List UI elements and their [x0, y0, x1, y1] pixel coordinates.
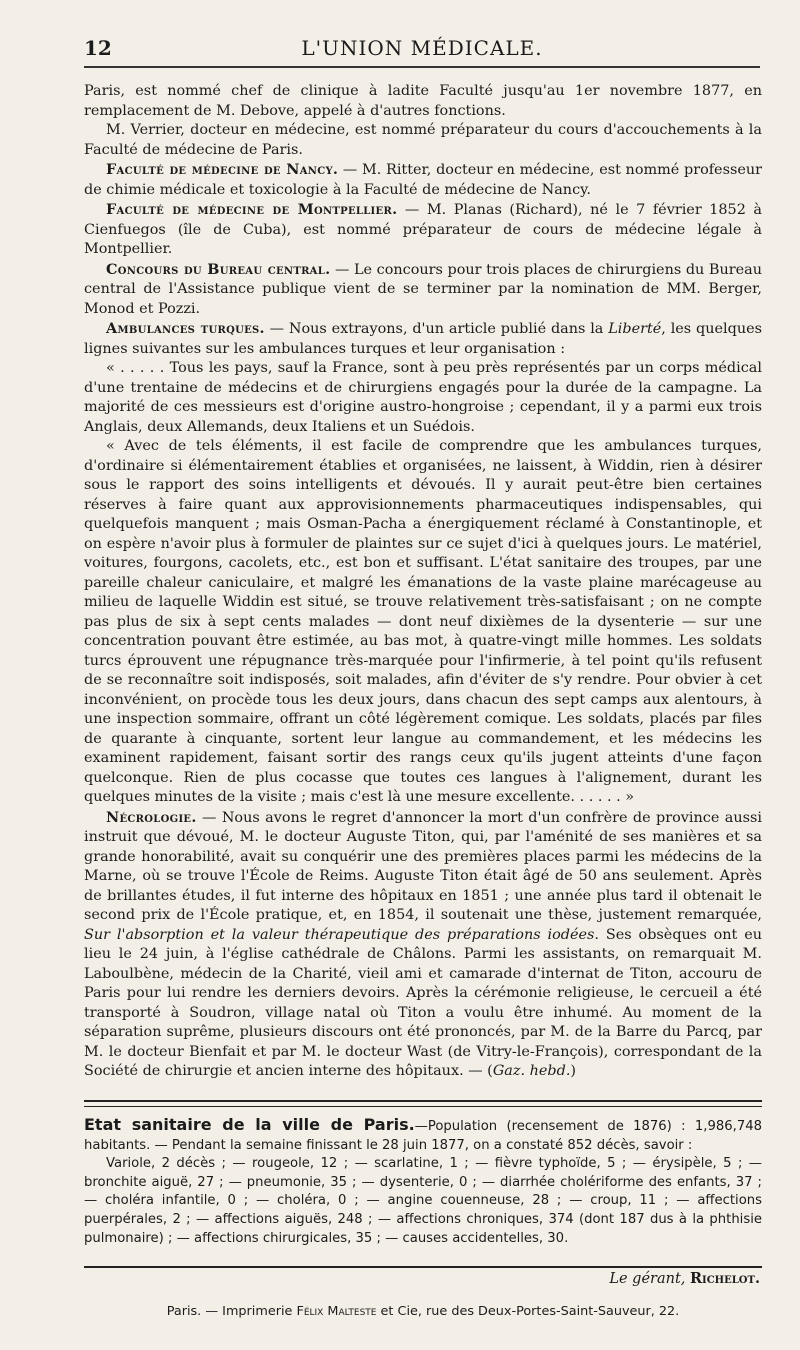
paragraph-montpellier [84, 200, 762, 260]
paragraph-necrologie [84, 808, 762, 1082]
sanitary-intro [84, 1116, 762, 1155]
paragraph-necrologie-body-a: — Nous avons le regret d'annoncer la mort d'un confrère de province aussi instruit que dévoué, M. le docteur Auguste Titon, qui, par l'aménité de ses manières et sa grande honorabilité, avait su conquérir une des premières places parmi les médecins de la Marne, où se trouve l'École de Reims. Auguste Titon était âgé de 50 ans seulement. Après de brillantes études, il fut interne des hôpitaux en 1851 ; une année plus tard il obtenait le second prix de l'École pratique, et, en 1854, il soutenait une thèse, justement remarquée, [84, 809, 762, 923]
section-head-ambulances: Ambulances turques. [106, 320, 265, 337]
imprint-printer-name: Félix Malteste [296, 1304, 377, 1319]
gerant-signature [609, 1270, 760, 1287]
running-title: L'UNION MÉDICALE. [301, 36, 543, 60]
section-head-necrologie: Nécrologie. [106, 808, 197, 826]
imprint-prefix: Paris. — Imprimerie [166, 1304, 297, 1319]
gerant-label: Le gérant, [609, 1271, 686, 1287]
paragraph-concours [84, 260, 762, 320]
paragraph-concours-body: — Le concours pour trois places de chirurgiens du Bureau central de l'Assistance publique vient de se terminer par la nomination de MM. Berger, Monod et Pozzi. [84, 261, 762, 317]
paragraph-montpellier-body: — M. Planas (Richard), né le 7 février 1852 à Cienfuegos (île de Cuba), est nommé préparateur de cours de médecine légale à Montpellier. [84, 202, 762, 257]
paragraph-verrier: M. Verrier, docteur en médecine, est nommé préparateur du cours d'accouchements à la Faculté de médecine de Paris. [84, 122, 762, 158]
paragraph-clinique: Paris, est nommé chef de clinique à ladite Faculté jusqu'au 1er novembre 1877, en remplacement de M. Debove, appelé à d'autres fonctions. [84, 83, 762, 119]
paragraph-nancy-body: — M. Ritter, docteur en médecine, est nommé professeur de chimie médicale et toxicologie à la Faculté de médecine de Nancy. [84, 162, 763, 198]
page-header [84, 36, 760, 68]
printer-imprint [84, 1304, 762, 1319]
paragraph-ambulances-body-a: — Nous extrayons, d'un article publié dans la [264, 321, 609, 337]
page-number: 12 [84, 36, 112, 60]
section-divider [84, 1100, 762, 1107]
paragraph-quote-2: « Avec de tels éléments, il est facile de comprendre que les ambulances turques, d'ordinaire si élémentairement établies et organisées, ne laissent, à Widdin, rien à désirer sous le rapport des soins intelligents et dévoués. Il y aurait peut-être bien certaines réserves à faire quant aux approvisionnements pharmaceutiques indispensables, qui quelquefois manquent ; mais Osman-Pacha a énergiquement réclamé à Constantinople, et on espère n'avoir plus à formuler de plaintes sur ce sujet d'ici à quelques jours. Le matériel, voitures, fourgons, cacolets, etc., est bon et suffisant. L'état sanitaire des troupes, par une pareille chaleur caniculaire, et malgré les émanations de la vaste plaine marécageuse au milieu de laquelle Widdin est situé, se trouve relativement très-satisfaisant ; on ne compte pas plus de six à sept cents malades — dont neuf dixièmes de la dysenterie — sur une concentration pouvant être estimée, au bas mot, à quatre-vingt mille hommes. Les soldats turcs éprouvent une répugnance très-marquée pour l'infirmerie, à tel point qu'ils refusent de se reconnaître soit indisposés, soit malades, afin d'éviter de s'y rendre. Pour obvier à cet inconvénient, on procède tous les deux jours, dans chacun des sept camps aux alentours, à une inspection sommaire, offrant un côté légèrement comique. Les soldats, placés par files de quarante à cinquante, sortent leur langue au commandement, et les médecins les examinent rapidement, faisant sortir des rangs ceux qu'ils jugent atteints d'une façon quelconque. Rien de plus cocasse que toutes ces langues à l'alignement, durant les quelques minutes de la visite ; mais c'est là une mesure excellente. . . . . . » [84, 438, 762, 805]
thesis-title: Sur l'absorption et la valeur thérapeutique des préparations iodées [84, 926, 595, 943]
section-head-nancy: Faculté de médecine de Nancy. [106, 161, 339, 178]
gerant-name: Richelot. [690, 1270, 760, 1287]
paragraph-necrologie-end: ) [570, 1063, 577, 1079]
source-citation: Gaz. hebd. [492, 1063, 571, 1079]
section-head-montpellier: Faculté de médecine de Montpellier. [106, 201, 398, 218]
paragraph-ambulances-body-b: , les quelques lignes suivantes sur les ambulances turques et leur organisation : [84, 321, 762, 357]
section-head-concours: Concours du Bureau central. [106, 260, 331, 278]
paragraph-quote-1: « . . . . . Tous les pays, sauf la France, sont à peu près représentés par un corps médical d'une trentaine de médecins et de chirurgiens engagés pour la durée de la campagne. La majorité de ces messieurs est d'origine austro-hongroise ; cependant, il y a parmi eux trois Anglais, deux Allemands, deux Italiens et un Suédois. [84, 360, 762, 435]
sanitary-details: Variole, 2 décès ; — rougeole, 12 ; — scarlatine, 1 ; — fièvre typhoïde, 5 ; — érysipèle, 5 ; — bronchite aiguë, 27 ; — pneumonie, 35 ; — dysenterie, 0 ; — diarrhée cholériforme des enfants, 37 ; — choléra infantile, 0 ; — choléra, 0 ; — angine couenneuse, 28 ; — croup, 11 ; — affections puerpérales, 2 ; — affections aiguës, 248 ; — affections chroniques, 374 (dont 187 dus à la phthisie pulmonaire) ; — affections chirurgicales, 35 ; — causes accidentelles, 30. [84, 1156, 762, 1246]
sanitary-intro-text: —Population (recensement de 1876) : 1,986,748 habitants. — Pendant la semaine finissant le 28 juin 1877, on a constaté 852 décès, savoir : [84, 1119, 762, 1153]
journal-title-liberte: Liberté [608, 321, 662, 337]
footer-divider [84, 1266, 762, 1268]
paragraph-ambulances [84, 319, 762, 359]
sanitary-report [84, 1116, 762, 1248]
paragraph-necrologie-body-b: . Ses obsèques ont eu lieu le 24 juin, à l'église cathédrale de Châlons. Parmi les assistants, on remarquait M. Laboulbène, médecin de la Charité, vieil ami et camarade d'internat de Titon, accouru de Paris pour lui rendre les derniers devoirs. Après la cérémonie religieuse, le cercueil a été transporté à Soudron, village natal où Titon a voulu être inhumé. Au moment de la séparation suprême, plusieurs discours ont été prononcés, par M. de la Barre du Parcq, par M. le docteur Bienfait et par M. le docteur Wast (de Vitry-le-François), correspondant de la Société de chirurgie et ancien interne des hôpitaux. — ( [84, 926, 762, 1079]
main-text [84, 82, 762, 1082]
sanitary-title: Etat sanitaire de la ville de Paris. [84, 1115, 415, 1134]
paragraph-nancy [84, 160, 762, 200]
imprint-address: et Cie, rue des Deux-Portes-Saint-Sauveur, 22. [376, 1304, 680, 1319]
